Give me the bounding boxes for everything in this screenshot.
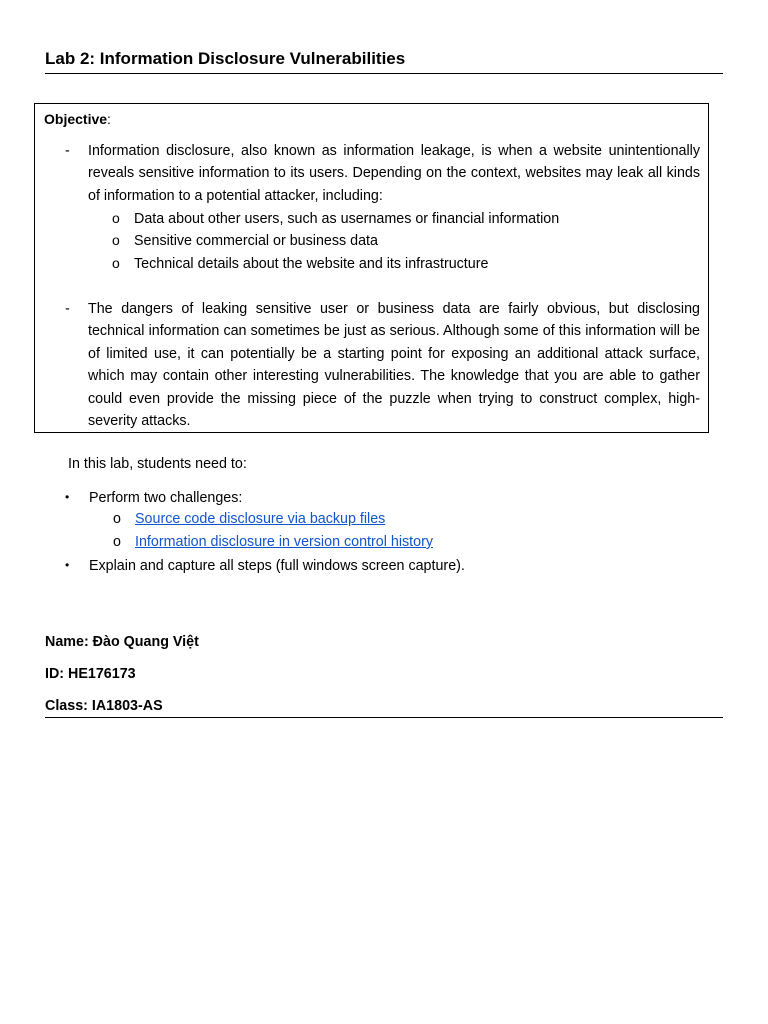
item-text: Technical details about the website and its infrastructure: [134, 256, 489, 272]
bullet-o-icon: o: [113, 511, 121, 527]
bullet-o-icon: o: [112, 232, 120, 248]
challenge-item-1: [113, 510, 385, 528]
student-class: Class: IA1803-AS: [45, 698, 163, 714]
item-text: Data about other users, such as usernames or financial information: [134, 211, 560, 227]
dash-marker: -: [65, 301, 70, 317]
paragraph-text: The dangers of leaking sensitive user or business data are fairly obvious, but disclosing technical information can sometimes be just as serious. Although some of this information will be of limited use, it can potentially be a starting point for exposing an additional attack surface, which may contain other interesting vulnerabilities. The knowledge that you are able to gather could even provide the missing piece of the puzzle when trying to construct complex, high-severity attacks.: [88, 301, 700, 430]
task-text: Explain and capture all steps (full windows screen capture).: [89, 558, 465, 574]
task-challenges: [65, 488, 242, 507]
paragraph-text: Information disclosure, also known as information leakage, is when a website unintentionally reveals sensitive information to its users. Depending on the context, websites may leak all kinds of information to a potential attacker, including:: [88, 143, 700, 204]
task-text: Perform two challenges:: [89, 490, 243, 506]
lab-intro: In this lab, students need to:: [68, 456, 247, 472]
challenge-link-version-control[interactable]: Information disclosure in version control history: [135, 534, 433, 550]
objective-colon: :: [107, 111, 111, 127]
dash-marker: -: [65, 143, 70, 159]
objective-paragraph-1: [65, 140, 700, 210]
challenge-link-source-code[interactable]: Source code disclosure via backup files: [135, 511, 386, 527]
bullet-o-icon: o: [112, 255, 120, 271]
objective-item-1: [112, 209, 559, 228]
document-title: Lab 2: Information Disclosure Vulnerabilities: [45, 48, 723, 74]
task-explain: [65, 556, 465, 575]
objective-box: [34, 103, 709, 433]
objective-paragraph-2: [65, 298, 700, 428]
student-name: Name: Đào Quang Việt: [45, 634, 199, 650]
bullet-o-icon: o: [112, 210, 120, 226]
bullet-o-icon: o: [113, 534, 121, 550]
objective-label: Objective: [44, 111, 108, 127]
bullet-dot-icon: •: [65, 558, 70, 572]
item-text: Sensitive commercial or business data: [134, 233, 378, 249]
objective-item-2: [112, 231, 378, 250]
objective-heading: [44, 110, 111, 128]
challenge-item-2: [113, 533, 433, 551]
bullet-dot-icon: •: [65, 490, 70, 504]
divider-line: [45, 717, 723, 718]
objective-item-3: [112, 254, 488, 273]
student-id: ID: HE176173: [45, 666, 136, 682]
